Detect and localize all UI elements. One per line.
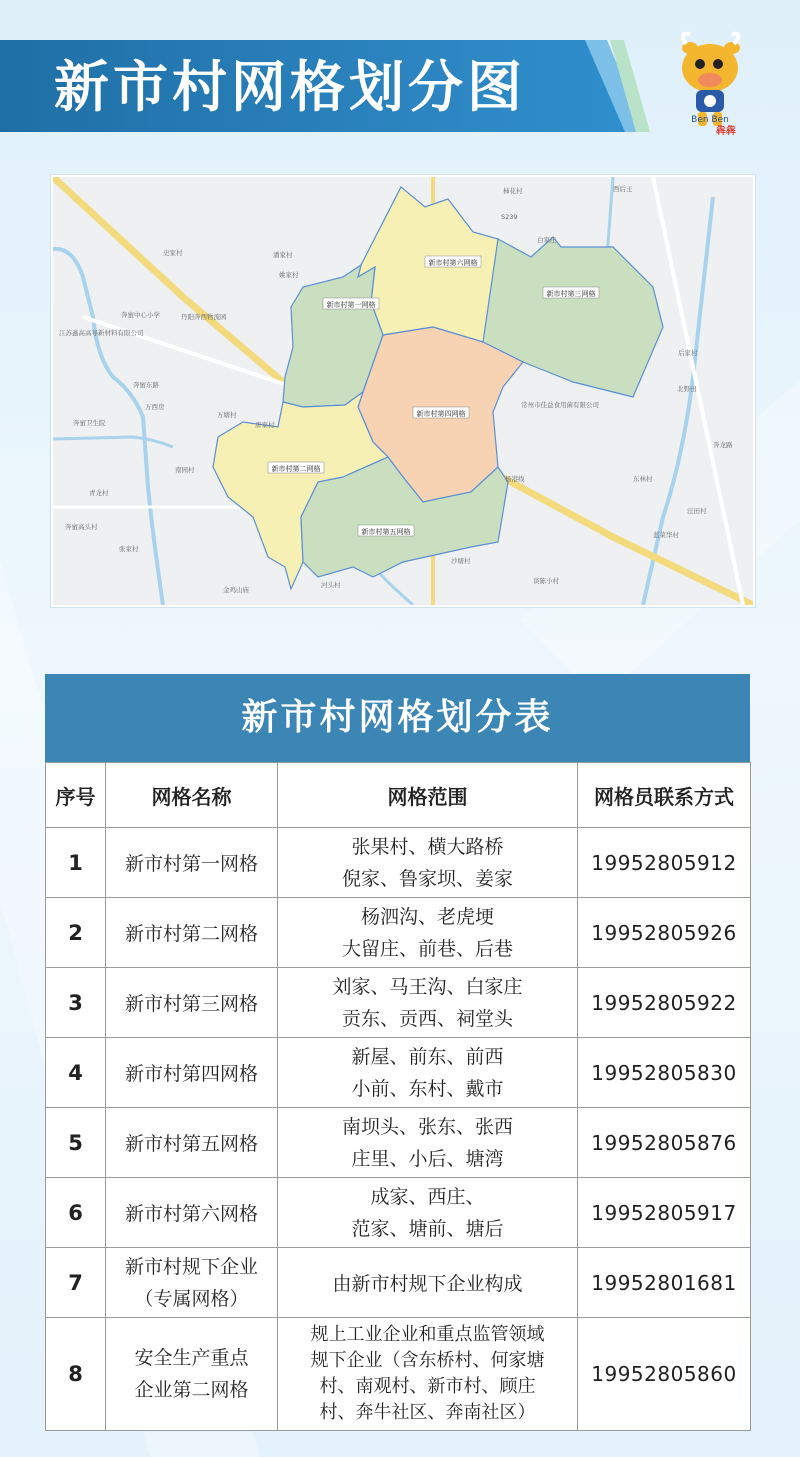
grid-label-4: 新市村第四网格 <box>416 410 466 418</box>
col-header-scope: 网格范围 <box>278 763 578 828</box>
grid-table <box>45 674 750 1431</box>
grid-name: 新市村第六网格 <box>106 1178 278 1248</box>
grid-name: 新市村第三网格 <box>106 968 278 1038</box>
mascot-text: Ben Ben <box>691 115 729 125</box>
contact-phone[interactable]: 19952805912 <box>578 828 751 898</box>
grid-label-2: 新市村第二网格 <box>271 465 321 473</box>
table-row <box>46 1318 751 1431</box>
place-label: 万西房 <box>145 403 165 411</box>
place-label: 张家村 <box>119 545 139 553</box>
place-label: 奔龙路 <box>713 441 733 449</box>
place-label: 史家村 <box>163 249 183 257</box>
place-label: 杨港线 <box>505 475 525 483</box>
table-row <box>46 1108 751 1178</box>
place-label: 青龙村 <box>89 489 109 497</box>
place-label: 蓝菜华村 <box>653 531 679 539</box>
table-row <box>46 1178 751 1248</box>
page-title: 新市村网格划分图 <box>54 55 527 119</box>
row-number: 4 <box>46 1038 106 1108</box>
row-number: 2 <box>46 898 106 968</box>
contact-phone[interactable]: 19952805860 <box>578 1318 751 1431</box>
grid-scope: 规上工业企业和重点监管领域 规下企业（含东桥村、何家塘 村、南观村、新市村、顾庄 村、奔牛社区、奔南社区） <box>278 1318 578 1431</box>
place-label: 汪田村 <box>687 507 707 515</box>
table-row <box>46 1038 751 1108</box>
place-label: 丹阳奔西物流园 <box>181 313 227 321</box>
row-number: 5 <box>46 1108 106 1178</box>
map-frame <box>50 174 756 608</box>
grid-label-1: 新市村第一网格 <box>326 301 376 309</box>
table-row <box>46 1248 751 1318</box>
place-label: 奔蜜中心小学 <box>121 311 160 319</box>
grid-name: 安全生产重点 企业第二网格 <box>106 1318 278 1431</box>
mascot-text-cn: 犇犇 <box>716 126 736 137</box>
grid-division-table <box>45 762 751 1431</box>
row-number: 6 <box>46 1178 106 1248</box>
grid-label-5: 新市村第五网格 <box>361 528 411 536</box>
grid-name: 新市村第五网格 <box>106 1108 278 1178</box>
col-header-name: 网格名称 <box>106 763 278 828</box>
table-row <box>46 828 751 898</box>
place-label: 白家庄 <box>537 236 557 244</box>
row-number: 8 <box>46 1318 106 1431</box>
place-label: 常州市佳益食用菌有限公司 <box>521 401 599 409</box>
grid-scope: 南坝头、张东、张西 庄里、小后、塘湾 <box>278 1108 578 1178</box>
row-number: 7 <box>46 1248 106 1318</box>
place-label: 江苏鑫高高导新材料有限公司 <box>59 329 144 337</box>
col-header-contact: 网格员联系方式 <box>578 763 751 828</box>
grid-scope: 新屋、前东、前西 小前、东村、戴市 <box>278 1038 578 1108</box>
place-label: 奔蜜东路 <box>133 381 159 389</box>
place-label: 万塘村 <box>217 411 237 419</box>
contact-phone[interactable]: 19952805876 <box>578 1108 751 1178</box>
place-label: 东林村 <box>633 475 653 483</box>
col-header-number: 序号 <box>46 763 106 828</box>
place-label: 奔蜜高头村 <box>65 523 98 531</box>
grid-scope: 刘家、马王沟、白家庄 贡东、贡西、祠堂头 <box>278 968 578 1038</box>
grid-map[interactable] <box>53 177 753 605</box>
grid-label-6: 新市村第六网格 <box>428 259 478 267</box>
grid-label-3: 新市村第三网格 <box>546 290 596 298</box>
grid-name: 新市村第二网格 <box>106 898 278 968</box>
place-label: 金鸡山庙 <box>223 586 249 594</box>
table-header-row <box>46 763 751 828</box>
table-row <box>46 898 751 968</box>
grid-scope: 由新市村规下企业构成 <box>278 1248 578 1318</box>
grid-scope: 杨泗沟、老虎埂 大留庄、前巷、后巷 <box>278 898 578 968</box>
place-label: 谈陈小村 <box>533 577 559 585</box>
contact-phone[interactable]: 19952801681 <box>578 1248 751 1318</box>
place-label: 后家村 <box>678 349 698 357</box>
grid-name: 新市村第四网格 <box>106 1038 278 1108</box>
place-label: 潘家村 <box>273 251 293 259</box>
place-label: 南园村 <box>175 466 195 474</box>
place-label: 柿花村 <box>503 187 523 195</box>
place-label: 沙塘村 <box>451 557 471 565</box>
contact-phone[interactable]: 19952805917 <box>578 1178 751 1248</box>
grid-scope: 成家、西庄、 范家、塘前、塘后 <box>278 1178 578 1248</box>
place-label: 奔蜜卫生院 <box>73 419 106 427</box>
contact-phone[interactable]: 19952805830 <box>578 1038 751 1108</box>
place-label: 北野田 <box>677 385 697 393</box>
contact-phone[interactable]: 19952805926 <box>578 898 751 968</box>
contact-phone[interactable]: 19952805922 <box>578 968 751 1038</box>
grid-name: 新市村规下企业 （专属网格） <box>106 1248 278 1318</box>
grid-name: 新市村第一网格 <box>106 828 278 898</box>
table-title: 新市村网格划分表 <box>45 674 750 762</box>
place-label: 姚家村 <box>279 271 299 279</box>
mascot-logo <box>660 28 760 138</box>
table-row <box>46 968 751 1038</box>
place-label: S239 <box>501 213 518 221</box>
grid-scope: 张果村、横大路桥 倪家、鲁家坝、姜家 <box>278 828 578 898</box>
row-number: 1 <box>46 828 106 898</box>
place-label: 唐家村 <box>255 421 275 429</box>
place-label: 西后王 <box>613 185 633 193</box>
place-label: 河头村 <box>321 581 341 589</box>
row-number: 3 <box>46 968 106 1038</box>
